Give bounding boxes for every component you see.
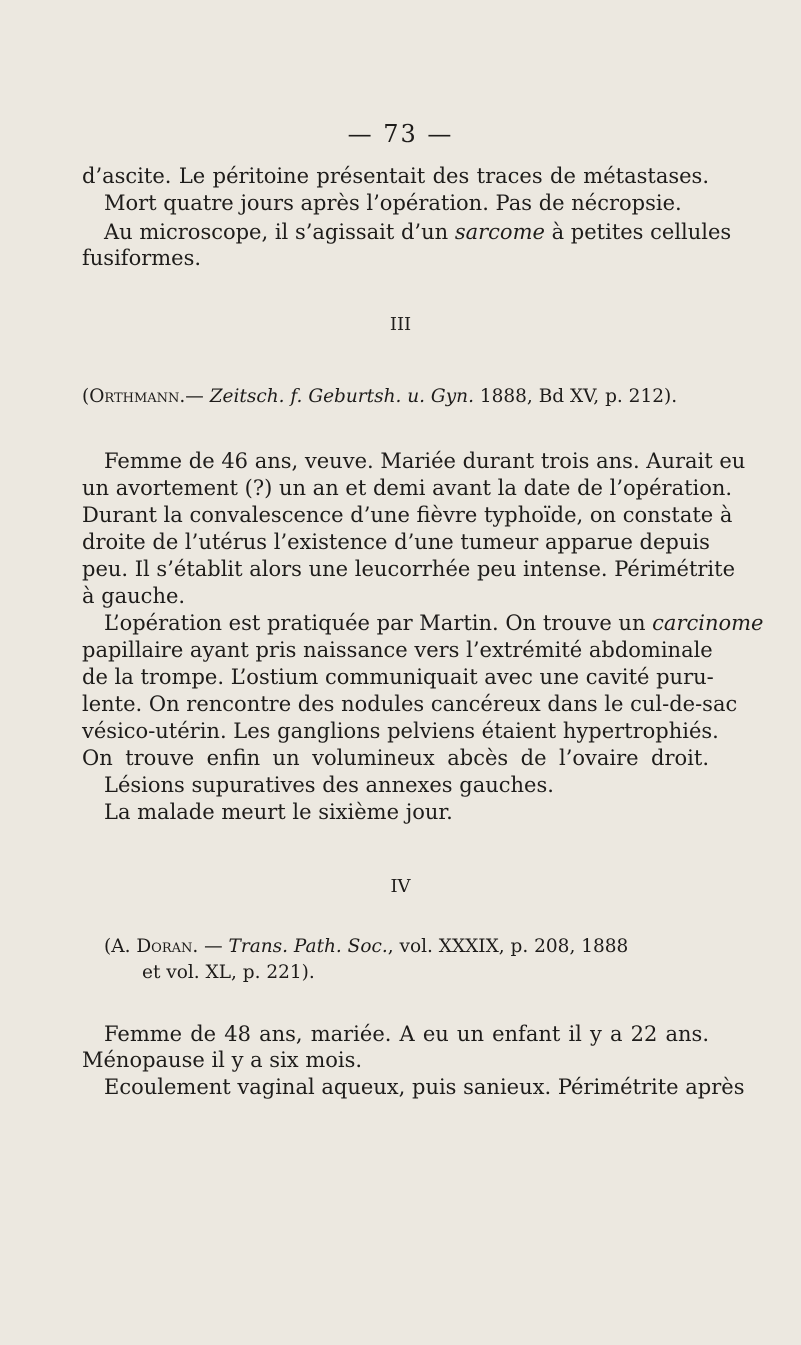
text-line: peu. Il s’établit alors une leucorrhée peu intense. Périmétrite xyxy=(82,557,736,581)
emphasis-term: sarcome xyxy=(454,220,545,244)
text-line: Femme de 48 ans, mariée. A eu un enfant il y a 22 ans. xyxy=(104,1022,709,1046)
section-heading-iii: III xyxy=(389,314,412,335)
text-line: de la trompe. L’ostium communiquait avec une cavité puru- xyxy=(82,665,714,689)
citation-line: (A. Doran. — Trans. Path. Soc., vol. XXXIX, p. 208, 1888 xyxy=(104,936,629,957)
text-line: Mort quatre jours après l’opération. Pas de nécropsie. xyxy=(104,191,682,215)
citation-orthmann: (Orthmann.— Zeitsch. f. Geburtsh. u. Gyn. 1888, Bd XV, p. 212). xyxy=(82,386,678,407)
text-line: d’ascite. Le péritoine présentait des traces de métastases. xyxy=(82,164,709,188)
page-number: — 73 — xyxy=(347,120,454,148)
text-line: Ménopause il y a six mois. xyxy=(82,1048,363,1072)
text-line: papillaire ayant pris naissance vers l’extrémité abdominale xyxy=(82,638,713,662)
text-line: à gauche. xyxy=(82,584,186,608)
text-line: Ecoulement vaginal aqueux, puis sanieux. Périmétrite après xyxy=(104,1075,745,1099)
text-line: On trouve enfin un volumineux abcès de l’ovaire droit. xyxy=(82,746,709,770)
text-line: L’opération est pratiquée par Martin. On trouve un carcinome xyxy=(104,611,764,635)
text-line: droite de l’utérus l’existence d’une tumeur apparue depuis xyxy=(82,530,710,554)
text-line: Au microscope, il s’agissait d’un sarcome à petites cellules xyxy=(104,220,732,244)
text-line: La malade meurt le sixième jour. xyxy=(104,800,453,824)
text-line: Lésions supuratives des annexes gauches. xyxy=(104,773,554,797)
text-line: un avortement (?) un an et demi avant la date de l’opération. xyxy=(82,476,733,500)
text-line: lente. On rencontre des nodules cancéreux dans le cul-de-sac xyxy=(82,692,738,716)
text-line: Durant la convalescence d’une fièvre typhoïde, on constate à xyxy=(82,503,733,527)
citation-line: et vol. XL, p. 221). xyxy=(142,962,315,983)
text-line: vésico-utérin. Les ganglions pelviens étaient hypertrophiés. xyxy=(82,719,719,743)
emphasis-term: carcinome xyxy=(652,611,764,635)
text-line: fusiformes. xyxy=(82,246,202,270)
section-heading-iv: IV xyxy=(390,876,411,897)
text-line: Femme de 46 ans, veuve. Mariée durant trois ans. Aurait eu xyxy=(104,449,746,473)
